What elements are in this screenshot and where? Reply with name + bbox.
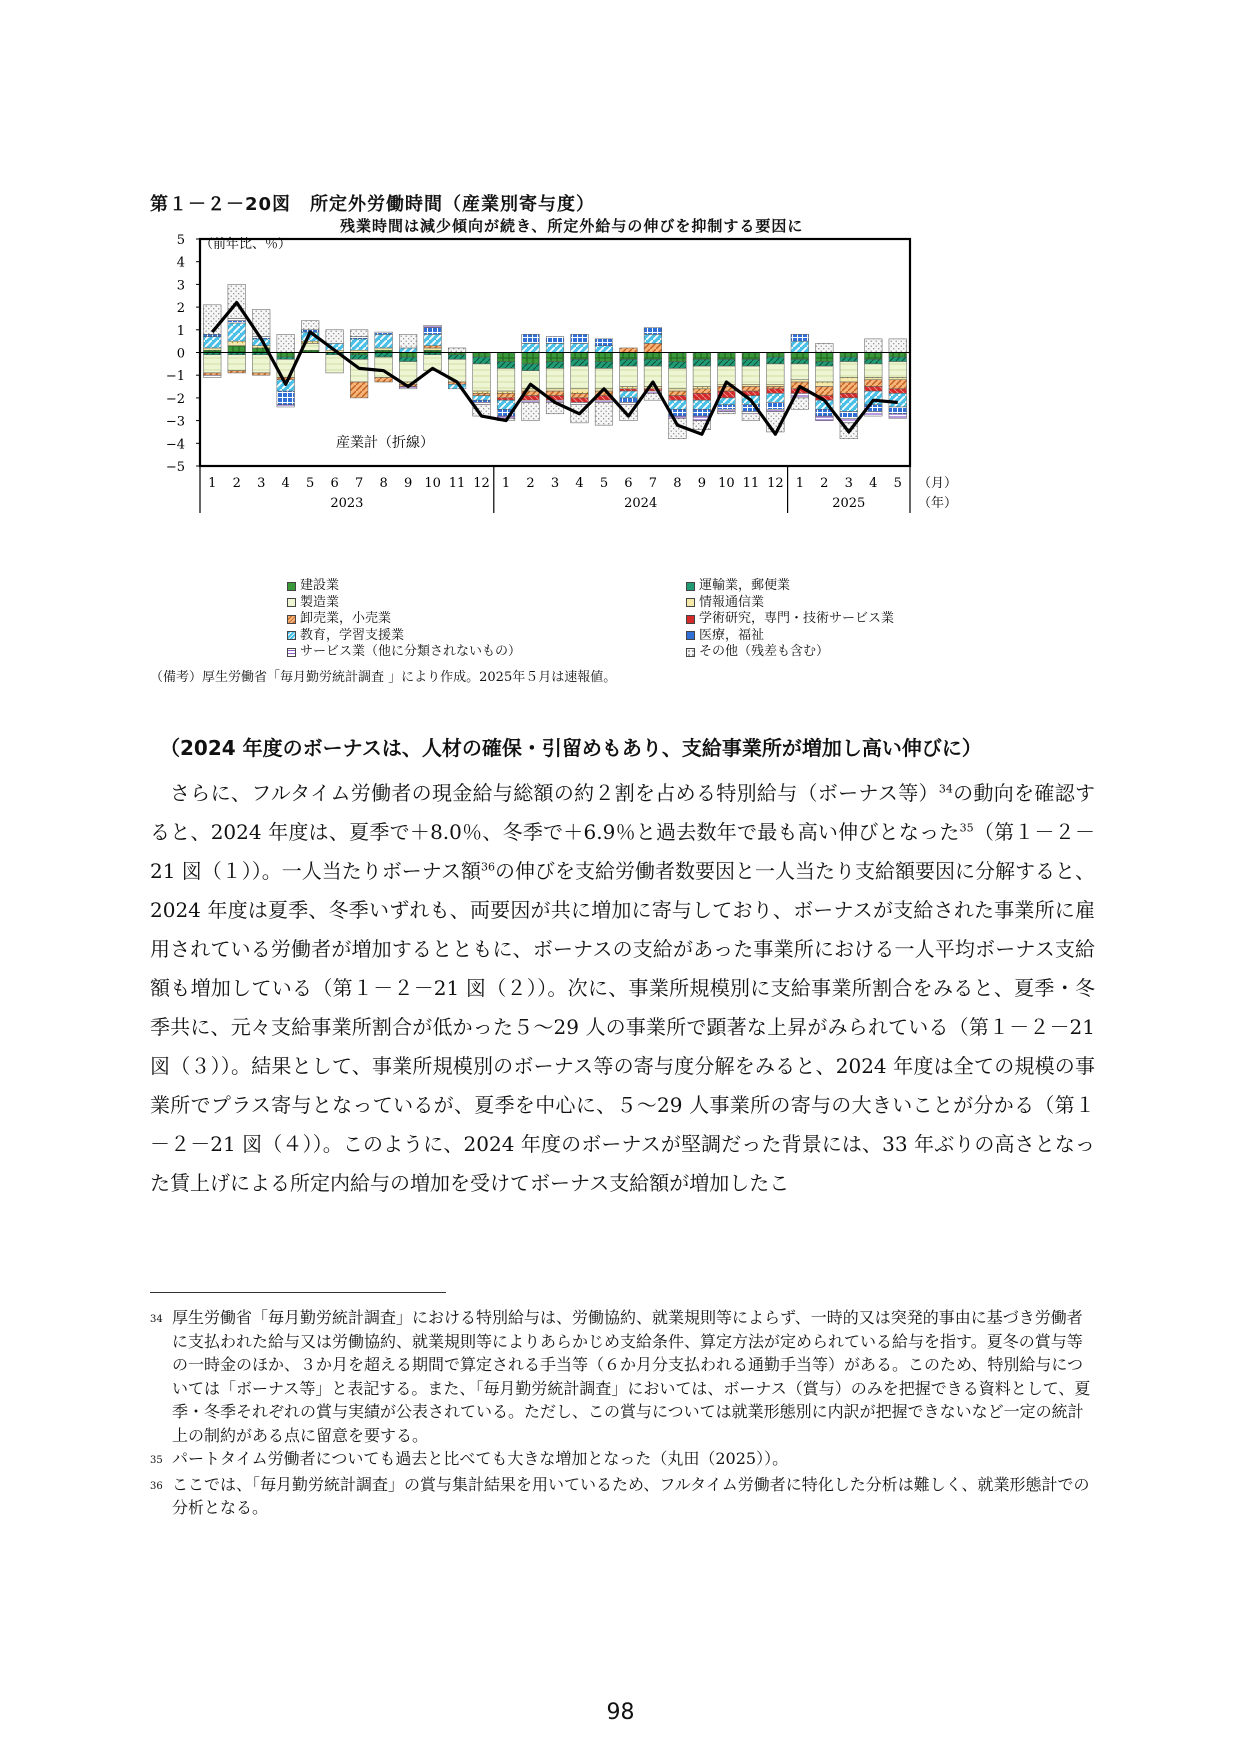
bar-segment [767, 409, 785, 411]
bar-segment [522, 400, 540, 402]
footnote [150, 1473, 1095, 1520]
legend-item [686, 644, 894, 661]
bar-segment [228, 371, 246, 373]
bar-segment [742, 353, 760, 360]
bar-segment [546, 343, 564, 352]
bar-segment [399, 362, 417, 382]
bar-segment [791, 359, 809, 364]
bar-segment [473, 353, 491, 358]
x-tick-label: 1 [795, 476, 804, 491]
bar-segment [864, 377, 882, 379]
legend-item [686, 611, 894, 628]
footnote-number: 34 [150, 1314, 163, 1325]
bar-segment [546, 389, 564, 391]
bar-segment [840, 357, 858, 362]
bar-segment [669, 400, 687, 409]
legend-label: 運輸業，郵便業 [699, 578, 791, 593]
x-tick-label: 10 [424, 476, 441, 491]
bar-segment [669, 389, 687, 391]
bar-segment [203, 337, 221, 348]
y-tick-label: 2 [176, 301, 185, 317]
bar-segment [693, 409, 711, 416]
bar-segment [864, 387, 882, 392]
bar-segment [571, 389, 589, 394]
bar-segment [497, 391, 515, 393]
legend-swatch-information [686, 598, 695, 607]
legend-label: サービス業（他に分類されないもの） [300, 644, 522, 659]
bar-segment [595, 346, 613, 353]
bar-segment [252, 373, 270, 375]
section-heading: （2024 年度のボーナスは、人材の確保・引留めもあり、支給事業所が増加し高い伸びに） [160, 736, 982, 760]
bar-segment [424, 325, 442, 327]
legend-swatch-transport [686, 582, 695, 591]
bar-segment [693, 366, 711, 386]
bar-segment [522, 334, 540, 343]
bar-segment [669, 353, 687, 362]
bar-segment [301, 321, 319, 330]
bar-segment [620, 353, 638, 360]
bar-segment [375, 332, 393, 334]
footnote-text: パートタイム労働者についても過去と比べても大きな増加となった（丸田（2025））。 [172, 1449, 789, 1468]
bar-segment [473, 364, 491, 391]
year-unit-label: （年） [918, 496, 958, 511]
bar-segment [522, 402, 540, 420]
x-tick-label: 12 [767, 476, 784, 491]
bar-segment [840, 412, 858, 419]
footnote-text: 厚生労働省「毎月勤労統計調査」における特別給与は、労働協約、就業規則等によらず、一時的又は突発的事由に基づき労働者に支払われた給与又は労働協約、就業規則等によりあらかじめ支給条件、算定方法が定められている給与を指す。夏冬の賞与等の一時金のほか、３か月を超える期間で算定される手当等（６か月分支払われる通勤手当等）がある。このため、特別給与については「ボーナス等」と表記する。また、「毎月勤労統計調査」においては、ボーナス（賞与）のみを把握できる資料として、夏季・冬季それぞれの賞与実績が公表されている。ただし、この賞与については就業形態別に内訳が把握できないなど一定の統計上の制約がある点に留意を要する。 [172, 1308, 1091, 1445]
bar-segment [889, 357, 907, 362]
bar-segment [399, 353, 417, 358]
x-tick-label: 6 [330, 476, 339, 491]
bar-segment [840, 382, 858, 393]
bar-segment [326, 355, 344, 373]
y-tick-label: −2 [165, 391, 185, 407]
bar-segment [546, 362, 564, 369]
bar-segment [693, 389, 711, 394]
legend-label: 情報通信業 [699, 594, 765, 610]
bar-segment [767, 364, 785, 384]
bar-segment [864, 380, 882, 387]
bar-segment [693, 393, 711, 400]
bar-segment [522, 353, 540, 364]
bar-segment [889, 362, 907, 378]
legend-left [287, 578, 521, 661]
bar-segment [889, 339, 907, 353]
x-tick-label: 4 [575, 476, 584, 491]
legend-swatch-manufacturing [287, 598, 296, 607]
bar-segment [473, 391, 491, 393]
footnote [150, 1306, 1095, 1447]
bar-segment [620, 398, 638, 403]
bar-segment [718, 359, 736, 366]
bar-segment [767, 384, 785, 386]
body-text-part: （第１－２－21 図（１））。一人当たりボーナス額 [150, 820, 1096, 883]
bar-segment [571, 359, 589, 366]
body-text-part: さらに、フルタイム労働者の現金給与総額の約２割を占める特別給与（ボーナス等） [170, 781, 939, 805]
bar-segment [424, 348, 442, 350]
footnote-ref: 34 [938, 782, 953, 796]
bar-segment [424, 346, 442, 348]
x-tick-label: 11 [742, 476, 760, 491]
bar-segment [546, 353, 564, 362]
bar-segment [571, 398, 589, 403]
bar-segment [620, 366, 638, 386]
bar-segment [203, 375, 221, 377]
bar-segment [277, 357, 295, 359]
bar-segment [767, 387, 785, 389]
bar-segment [595, 353, 613, 362]
legend-right [686, 578, 894, 661]
bar-segment [497, 368, 515, 391]
legend-item [686, 578, 894, 595]
bar-segment [473, 393, 491, 395]
bar-segment [595, 402, 613, 425]
bar-segment [864, 412, 882, 417]
bar-segment [693, 400, 711, 409]
bar-segment [522, 343, 540, 352]
x-tick-label: 5 [893, 476, 902, 491]
bar-segment [571, 366, 589, 389]
bar-segment [571, 343, 589, 352]
x-tick-label: 8 [379, 476, 388, 491]
footnote-ref: 36 [481, 860, 496, 874]
x-tick-label: 8 [673, 476, 682, 491]
y-tick-label: −3 [165, 414, 185, 430]
bar-segment [546, 337, 564, 344]
bar-segment [840, 398, 858, 412]
x-tick-label: 1 [208, 476, 217, 491]
x-tick-label: 2 [820, 476, 829, 491]
bar-segment [350, 330, 368, 337]
x-tick-label: 9 [697, 476, 707, 491]
body-text-part: の伸びを支給労働者数要因と一人当たり支給額要因に分解すると、2024 年度は夏季、冬季いずれも、両要因が共に増加に寄与しており、ボーナスが支給された事業所に雇用されている労働者が増加するとともに、ボーナスの支給があった事業所における一人平均ボーナス支給額も増加している（第１－２－21 図（２））。次に、事業所規模別に支給事業所割合をみると、夏季・冬季共に、元々支給事業所割合が低かった５～29 人の事業所で顕著な上昇がみられている（第１－２－21 図（３））。結果として、事業所規模別のボーナス等の寄与度分解をみると、2024 年度は全ての規模の事業所でプラス寄与となっているが、夏季を中心に、５～29 人事業所の寄与の大きいことが分かる（第１－２－21 図（４））。このように、2024 年度のボーナスが堅調だった背景には、33 年ぶりの高さとなった賃上げによる所定内給与の増加を受けてボーナス支給額が増加したこ [150, 859, 1096, 1195]
bar-segment [571, 353, 589, 360]
bar-segment [791, 341, 809, 352]
bar-segment [718, 405, 736, 410]
bar-segment [864, 359, 882, 364]
bar-segment [816, 416, 834, 421]
bar-segment [742, 366, 760, 384]
bar-segment [644, 328, 662, 335]
bar-segment [375, 377, 393, 382]
bar-segment [889, 414, 907, 419]
y-axis-label: （前年比、％） [200, 237, 292, 252]
bar-segment [497, 393, 515, 398]
legend-item [686, 628, 894, 645]
y-tick-label: −1 [165, 369, 185, 385]
bar-segment [497, 398, 515, 400]
figure-title: 第１－２－20図 所定外労働時間（産業別寄与度） [150, 194, 596, 215]
bar-segment [228, 318, 246, 320]
bar-segment [620, 348, 638, 353]
line-annotation: 産業計（折線） [336, 435, 434, 451]
x-tick-label: 12 [473, 476, 490, 491]
bar-segment [767, 393, 785, 402]
bar-segment [277, 391, 295, 405]
x-tick-label: 5 [599, 476, 609, 491]
bar-segment [693, 387, 711, 389]
bar-segment [424, 334, 442, 345]
legend-swatch-education [287, 631, 296, 640]
bar-segment [203, 348, 221, 350]
bar-segment [620, 387, 638, 389]
bar-segment [350, 339, 368, 350]
bar-segment [571, 393, 589, 398]
bar-segment [840, 353, 858, 358]
bar-segment [277, 405, 295, 407]
legend-item [287, 628, 521, 645]
body-text-part: の動向を確認すると、2024 年度は、夏季で＋8.0％、冬季で＋6.9％と過去数年で最も高い伸びとなった [150, 781, 1096, 844]
bar-segment [473, 396, 491, 401]
footnote-text: ここでは、「毎月勤労統計調査」の賞与集計結果を用いているため、フルタイム労働者に特化した分析は難しく、就業形態計での分析となる。 [172, 1474, 1090, 1517]
bar-segment [889, 353, 907, 358]
bar-segment [277, 334, 295, 352]
bar-segment [203, 373, 221, 375]
bar-segment [742, 387, 760, 392]
overtime-contribution-chart [165, 233, 1070, 570]
bar-segment [767, 402, 785, 409]
body-text [150, 774, 1095, 1203]
bar-segment [864, 339, 882, 353]
legend-item [287, 595, 521, 612]
bar-segment [497, 353, 515, 362]
year-label: 2023 [330, 496, 364, 511]
y-tick-label: 1 [176, 323, 185, 339]
bar-segment [399, 357, 417, 362]
bar-segment [718, 409, 736, 411]
bar-segment [840, 393, 858, 398]
legend-swatch-services [287, 648, 296, 657]
legend-label: 学術研究，専門・技術サービス業 [699, 611, 895, 626]
legend-item [287, 578, 521, 595]
bar-segment [375, 348, 393, 350]
bar-segment [767, 357, 785, 364]
bar-segment [791, 334, 809, 341]
x-tick-label: 3 [550, 476, 560, 491]
bar-segment [595, 400, 613, 402]
bar-segment [473, 357, 491, 364]
legend-swatch-scientific [686, 615, 695, 624]
bar-segment [620, 402, 638, 404]
bar-segment [742, 414, 760, 421]
bar-segment [595, 368, 613, 388]
bar-segment [889, 380, 907, 389]
legend-label: 教育，学習支援業 [300, 627, 405, 643]
x-tick-label: 4 [869, 476, 878, 491]
bar-segment [816, 362, 834, 367]
bar-segment [791, 364, 809, 380]
bar-segment [693, 353, 711, 360]
bar-segment [375, 334, 393, 348]
x-tick-label: 5 [306, 476, 315, 491]
bar-segment [889, 393, 907, 407]
bar-segment [228, 341, 246, 346]
bar-segment [791, 380, 809, 382]
bar-segment [889, 389, 907, 394]
bar-segment [889, 377, 907, 379]
x-tick-label: 1 [501, 476, 511, 491]
bar-segment [277, 377, 295, 379]
legend-label: 卸売業，小売業 [300, 611, 392, 626]
bar-segment [889, 407, 907, 414]
bar-segment [424, 328, 442, 335]
y-tick-label: 4 [176, 255, 185, 271]
bar-segment [350, 355, 368, 360]
bar-segment [864, 364, 882, 378]
bar-segment [595, 339, 613, 346]
y-tick-label: 5 [176, 233, 185, 248]
footnote-rule [150, 1292, 446, 1293]
bar-segment [669, 362, 687, 369]
bar-segment [546, 368, 564, 388]
figure-note: （備考）厚生労働省「毎月勤労統計調査 」により作成。2025年５月は速報値。 [150, 670, 617, 685]
bar-segment [522, 364, 540, 371]
body-paragraph [150, 774, 1095, 1203]
y-tick-label: 3 [176, 278, 185, 294]
bar-segment [840, 377, 858, 382]
x-tick-label: 10 [718, 476, 735, 491]
legend-label: 製造業 [300, 594, 340, 610]
x-tick-label: 4 [281, 476, 290, 491]
x-tick-label: 11 [448, 476, 466, 491]
bar-segment [644, 334, 662, 343]
bar-segment [742, 359, 760, 366]
bar-segment [620, 359, 638, 366]
legend-swatch-wholesale-retail [287, 615, 296, 624]
bar-segment [399, 348, 417, 353]
figure-subtitle: 残業時間は減少傾向が続き、所定外給与の伸びを抑制する要因に [340, 217, 804, 235]
bar-segment [350, 337, 368, 339]
bar-segment [326, 330, 344, 344]
bar-segment [203, 355, 221, 373]
bar-segment [644, 353, 662, 360]
legend-label: その他（残差も含む） [699, 644, 830, 659]
footnote-ref: 35 [959, 821, 974, 835]
legend-item [287, 644, 521, 661]
bar-segment [571, 402, 589, 404]
bar-segment [718, 353, 736, 360]
bar-segment [840, 362, 858, 378]
legend-label: 医療，福祉 [699, 627, 765, 643]
bar-segment [767, 353, 785, 358]
x-unit-label: （月） [918, 476, 958, 491]
x-tick-label: 7 [354, 476, 364, 491]
y-tick-label: 0 [176, 346, 185, 362]
bar-segment [497, 400, 515, 409]
bar-segment [742, 412, 760, 414]
x-tick-label: 2 [232, 476, 241, 491]
bar-segment [718, 412, 736, 414]
y-tick-label: −4 [165, 437, 185, 453]
legend-item [287, 611, 521, 628]
bar-segment [228, 323, 246, 341]
legend-swatch-other [686, 648, 695, 657]
footnote-number: 35 [150, 1455, 163, 1466]
bar-segment [203, 334, 221, 336]
footnotes [150, 1306, 1095, 1520]
x-tick-label: 2 [526, 476, 535, 491]
bar-segment [816, 343, 834, 352]
bar-segment [816, 382, 834, 387]
bar-segment [399, 334, 417, 348]
footnote [150, 1447, 1095, 1473]
bar-segment [791, 353, 809, 360]
bar-segment [448, 348, 466, 353]
bar-segment [571, 334, 589, 343]
legend-swatch-construction [287, 582, 296, 591]
x-tick-label: 6 [624, 476, 633, 491]
bar-segment [644, 343, 662, 352]
bar-segment [252, 355, 270, 373]
bar-segment [816, 353, 834, 362]
legend-item [686, 595, 894, 612]
bar-segment [644, 359, 662, 366]
bar-segment [546, 391, 564, 396]
bar-segment [522, 396, 540, 401]
legend-swatch-medical [686, 631, 695, 640]
bar-segment [693, 359, 711, 366]
bar-segment [350, 382, 368, 398]
bar-segment [816, 387, 834, 396]
bar-segment [595, 362, 613, 369]
bar-segment [228, 346, 246, 353]
x-tick-label: 3 [257, 476, 266, 491]
footnote-number: 36 [150, 1480, 163, 1492]
bar-segment [669, 396, 687, 401]
x-tick-label: 3 [844, 476, 853, 491]
bar-segment [448, 355, 466, 360]
y-tick-label: −5 [165, 460, 185, 475]
bar-segment [620, 389, 638, 391]
year-label: 2024 [624, 496, 658, 511]
page-number: 98 [606, 1700, 635, 1725]
bar-segment [375, 353, 393, 358]
bar-segment [620, 391, 638, 398]
bar-segment [816, 366, 834, 382]
bar-segment [473, 400, 491, 402]
x-tick-label: 7 [648, 476, 658, 491]
bar-segment [277, 353, 295, 358]
bar-segment [742, 384, 760, 386]
bar-segment [669, 391, 687, 396]
legend-label: 建設業 [300, 578, 340, 593]
bar-segment [864, 353, 882, 360]
year-label: 2025 [832, 496, 866, 511]
bar-segment [767, 389, 785, 394]
bar-segment [669, 368, 687, 388]
x-tick-label: 9 [403, 476, 413, 491]
bar-segment [228, 355, 246, 371]
bar-segment [228, 321, 246, 323]
bar-segment [497, 362, 515, 369]
bar-segment [473, 402, 491, 404]
